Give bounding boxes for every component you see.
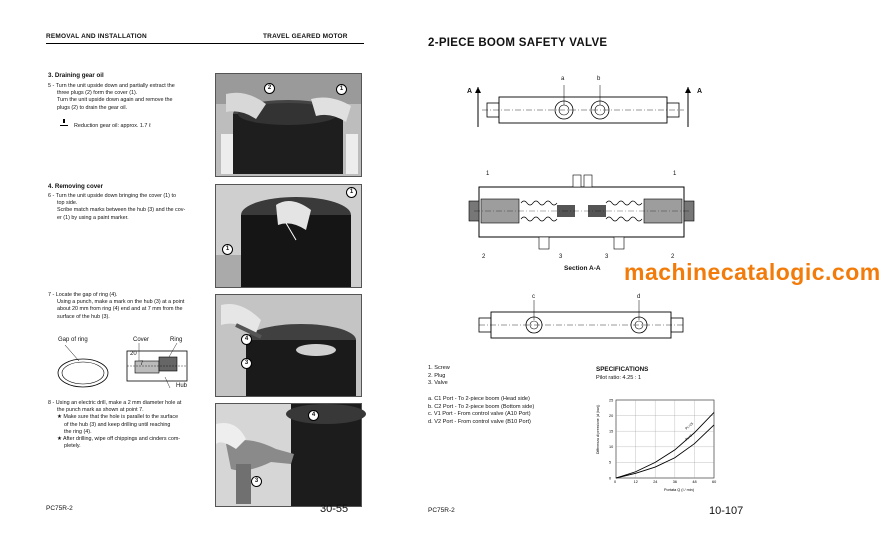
chart-ytick-label: 25 <box>609 398 614 403</box>
footer-page-left: 30-55 <box>320 503 349 515</box>
footer-model-left: PC75R-2 <box>46 505 73 512</box>
step-6-line2: top side. <box>57 200 78 207</box>
star-bullet-icon: ★ <box>57 414 64 421</box>
section-4-title: 4. Removing cover <box>48 183 104 190</box>
label-hub: Hub <box>176 383 188 389</box>
header-left: REMOVAL AND INSTALLATION <box>46 33 147 40</box>
callout-4b: 4 <box>308 410 319 421</box>
step-8-text <box>48 400 213 450</box>
step-7-line2: Using a punch, make a mark on the hub (3) at a point <box>57 299 185 306</box>
valve-bottom-view <box>479 300 689 345</box>
ports-list <box>428 396 534 426</box>
step-5-line2: three plugs (2) form the cover (1). <box>57 90 138 97</box>
label-3-right: 3 <box>605 254 609 260</box>
label-a: a <box>561 76 565 82</box>
footer-model-right: PC75R-2 <box>428 507 455 514</box>
label-1-right: 1 <box>673 171 677 177</box>
header-right: TRAVEL GEARED MOTOR <box>263 33 348 40</box>
chart-series-label: PL=0 <box>684 433 693 442</box>
label-d: d <box>637 294 641 300</box>
step-8-line1: 8 - Using an electric drill, make a 2 mm diameter hole at <box>48 400 182 406</box>
page-title: 2-PIECE BOOM SAFETY VALVE <box>428 37 608 49</box>
callout-1a: 1 <box>346 187 357 198</box>
label-ring: Ring <box>170 337 183 343</box>
oil-note <box>60 120 151 130</box>
step-7-line4: surface of the hub (3). <box>57 313 110 320</box>
chart-xtick-label: 24 <box>653 480 658 484</box>
callout-1b: 1 <box>222 244 233 255</box>
watermark: machinecatalogic.com <box>624 259 881 285</box>
chart-series-line-2 <box>616 412 714 478</box>
chart-ytick-label: 10 <box>609 445 614 450</box>
step-8-bullet2-line2: pletely. <box>64 443 81 450</box>
chart-series-line-1 <box>616 425 714 478</box>
section-caption: Section A-A <box>564 265 601 272</box>
callout-1: 1 <box>336 84 347 95</box>
step-7-line1: 7 - Locate the gap of ring (4). <box>48 292 118 298</box>
step-7-text <box>48 292 213 321</box>
right-page <box>384 0 881 543</box>
chart-ticks-group <box>609 398 716 484</box>
step-8-bullet1-line2: of the hub (3) and keep drilling until reaching <box>64 421 171 428</box>
photo-removing-cover <box>215 184 362 288</box>
callout-2: 2 <box>264 83 275 94</box>
label-b: b <box>597 76 601 82</box>
part-item-plug: 2. Plug <box>428 372 446 379</box>
spec-title: SPECIFICATIONS <box>596 366 649 373</box>
step-6-line3: Scribe match marks between the hub (3) and the cov- <box>57 207 186 214</box>
chart-xlabel: Portata Q (l / min) <box>664 488 694 492</box>
step-7-line3: about 20 mm from ring (4) end and at 7 mm from the <box>57 306 183 313</box>
callout-4: 4 <box>241 334 252 345</box>
step-8-bullet2-line1: After drilling, wipe off chippings and cinders com- <box>63 436 181 443</box>
step-6-line4: er (1) by using a paint marker. <box>57 214 129 221</box>
port-item-d: d. V2 Port - From control valve (B10 Port) <box>428 418 531 425</box>
left-page <box>0 0 384 543</box>
port-item-c: c. V1 Port - From control valve (A10 Port) <box>428 411 531 418</box>
chart-xtick-label: 12 <box>633 480 638 484</box>
step-6-line1: 6 - Turn the unit upside down bringing the cover (1) to <box>48 193 176 199</box>
section-mark-a-right: A <box>697 88 703 95</box>
chart-series-group <box>616 412 714 478</box>
pressure-flow-chart <box>594 392 744 497</box>
label-2-right: 2 <box>671 254 675 260</box>
port-item-b: b. C2 Port - To 2-piece boom (Bottom side) <box>428 403 535 410</box>
part-item-valve: 3. Valve <box>428 380 448 387</box>
section-3-title: 3. Draining gear oil <box>48 72 104 79</box>
section-mark-a-left: A <box>467 88 473 95</box>
label-3-left: 3 <box>559 254 563 260</box>
chart-ylabel: Differenza di pressione (d (bar)) <box>596 404 600 454</box>
step-8-bullet1-line1: Make sure that the hole is parallel to the surface <box>63 414 179 421</box>
valve-top-view <box>452 75 712 130</box>
section-3-text <box>48 83 208 112</box>
label-cover: Cover <box>133 337 150 343</box>
chart-xtick-label: 0 <box>614 480 617 484</box>
label-7: 7 <box>140 361 144 367</box>
chart-xtick-label: 48 <box>692 480 697 484</box>
step-5-line4: plugs (2) to drain the gear oil. <box>57 104 128 111</box>
section-4-text <box>48 193 208 222</box>
photo-locating-ring <box>215 294 362 397</box>
label-c: c <box>532 294 535 300</box>
header-rule <box>46 43 364 44</box>
chart-ytick-label: 20 <box>609 413 614 418</box>
part-item-screw: 1. Screw <box>428 365 450 371</box>
port-item-a: a. C1 Port - To 2-piece boom (Head side) <box>428 396 530 402</box>
footer-page-right: 10-107 <box>709 505 744 517</box>
chart-xtick-label: 60 <box>712 480 717 484</box>
callout-3b: 3 <box>251 476 262 487</box>
step-8-line2: the punch mark as shown at point 7. <box>57 407 144 414</box>
photo-draining-gear-oil <box>215 73 362 177</box>
label-20: 20 <box>130 351 137 357</box>
chart-ytick-label: 5 <box>609 460 612 465</box>
step-5-line3: Turn the unit upside down again and remove the <box>57 97 173 104</box>
oil-icon <box>60 119 68 126</box>
label-2-left: 2 <box>482 254 486 260</box>
chart-ytick-label: 15 <box>609 429 614 434</box>
photo-drilling <box>215 403 362 507</box>
valve-section-view <box>469 175 694 255</box>
chart-series-label: PL=25 <box>684 421 695 431</box>
callout-3: 3 <box>241 358 252 369</box>
chart-ytick-label: 0 <box>609 476 612 481</box>
star-bullet-icon: ★ <box>57 436 64 443</box>
step-5-line1: 5 - Turn the unit upside down and partially extract the <box>48 83 175 89</box>
chart-xtick-label: 36 <box>672 480 678 484</box>
label-1-left: 1 <box>486 171 490 177</box>
step-8-bullet1-line3: the ring (4). <box>64 428 92 435</box>
parts-list <box>428 365 450 388</box>
oil-note-text: Reduction gear oil: approx. 1.7 ℓ <box>74 123 151 129</box>
label-gap-of-ring: Gap of ring <box>58 337 88 343</box>
spec-pilot-ratio: Pilot ratio: 4.25 : 1 <box>596 375 642 381</box>
